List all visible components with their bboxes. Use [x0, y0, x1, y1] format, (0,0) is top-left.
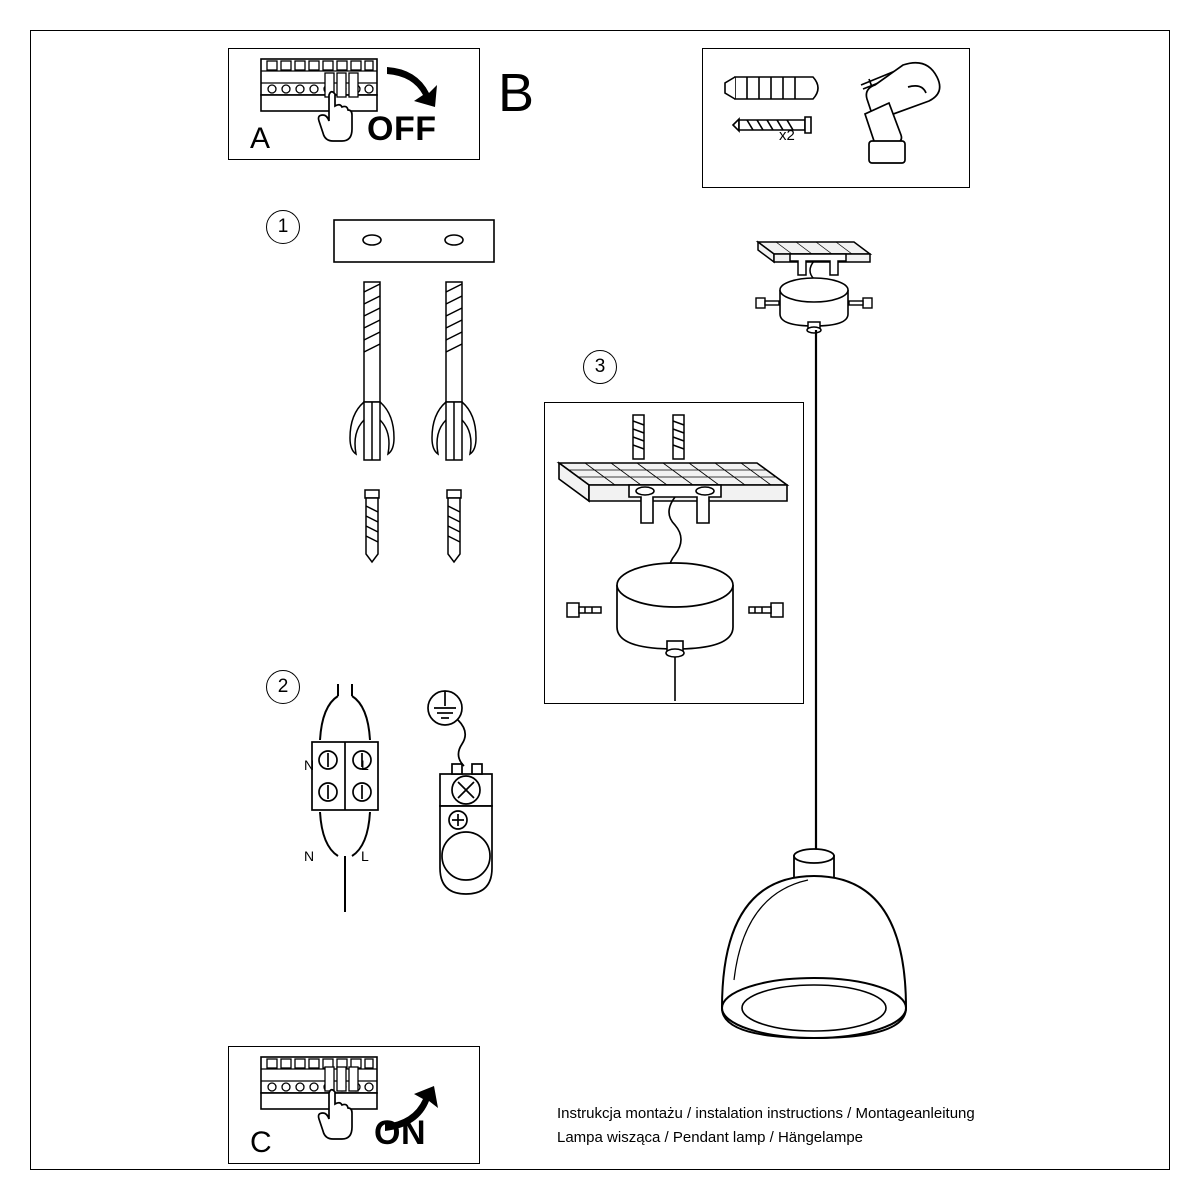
power-drill-icon	[861, 63, 940, 163]
footer-line-2: Lampa wisząca / Pendant lamp / Hängelampe	[557, 1129, 864, 1146]
step-1-number: 1	[266, 210, 300, 244]
earth-ground-symbol-icon	[428, 691, 465, 766]
step-b-letter: B	[498, 63, 535, 123]
step-c-letter: C	[250, 1126, 272, 1159]
wall-plug-icon	[725, 77, 818, 99]
step-a-action-label: OFF	[367, 110, 437, 148]
screw-icon	[733, 117, 811, 133]
step-2-number: 2	[266, 670, 300, 704]
step-a-letter: A	[250, 122, 271, 155]
step-1-graphics	[326, 214, 526, 564]
step-b-graphics	[703, 49, 967, 185]
footer-line-1: Instrukcja montażu / instalation instructions / Montageanleitung	[557, 1105, 975, 1122]
step-2-graphics	[300, 680, 530, 930]
terminal-label-l-bottom: L	[361, 848, 369, 864]
step-b-quantity: x2	[779, 127, 795, 144]
terminal-label-n-top: N	[304, 757, 315, 773]
terminal-label-l-top: L	[361, 757, 369, 773]
terminal-label-n-bottom: N	[304, 848, 315, 864]
step-3-box	[544, 402, 804, 704]
product-cable	[812, 330, 820, 850]
canopy-mounting-detail-icon	[545, 403, 801, 701]
step-b-box	[702, 48, 970, 188]
pendant-lamp-icon	[690, 840, 950, 1070]
step-3-number: 3	[583, 350, 617, 384]
product-canopy-assembly	[742, 228, 932, 348]
step-c-action-label: ON	[374, 1114, 426, 1152]
